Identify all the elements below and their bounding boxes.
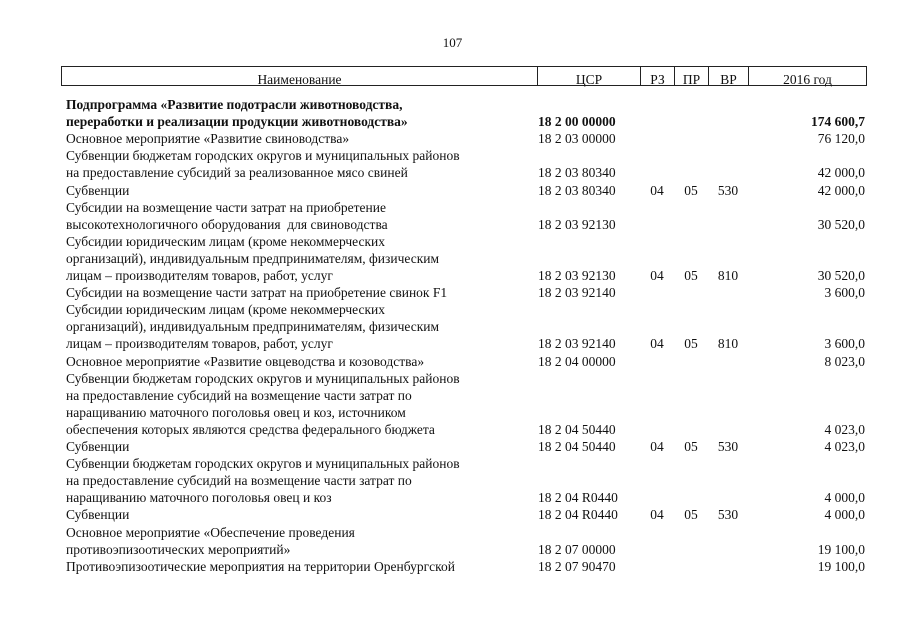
row-csr: 18 2 03 92140 <box>538 285 616 301</box>
table-row <box>0 233 905 250</box>
row-csr: 18 2 07 00000 <box>538 541 616 557</box>
row-pr: 05 <box>684 507 698 523</box>
row-amount: 8 023,0 <box>824 353 865 369</box>
row-name: переработки и реализации продукции животноводства» <box>66 114 408 130</box>
row-csr: 18 2 00 00000 <box>538 114 616 130</box>
row-amount: 19 100,0 <box>817 558 865 574</box>
row-name: лицам – производителям товаров, работ, услуг <box>66 336 333 352</box>
row-amount: 3 600,0 <box>824 285 865 301</box>
table-row <box>0 250 905 267</box>
row-name: Субвенции бюджетам городских округов и муниципальных районов <box>66 148 460 164</box>
row-name: Основное мероприятие «Развитие свиноводства» <box>66 131 350 147</box>
table-row <box>0 541 905 558</box>
row-name: Субвенции <box>66 439 130 454</box>
table-row <box>0 455 905 472</box>
row-amount: 30 520,0 <box>817 268 865 283</box>
row-csr: 18 2 03 80340 <box>538 182 616 198</box>
row-csr: 18 2 03 80340 <box>538 165 616 181</box>
row-rz: 04 <box>650 268 664 283</box>
row-csr: 18 2 04 R0440 <box>538 507 618 523</box>
table-row <box>0 558 905 575</box>
table-row <box>0 164 905 181</box>
row-name: Субвенции <box>66 182 130 198</box>
row-vr: 810 <box>717 268 739 283</box>
row-csr: 18 2 04 R0440 <box>538 490 618 506</box>
row-csr: 18 2 03 92140 <box>538 336 616 352</box>
row-name: Основное мероприятие «Развитие овцеводства и козоводства» <box>66 353 425 369</box>
row-csr: 18 2 03 92130 <box>538 268 616 283</box>
row-name: на предоставление субсидий за реализованное мясо свиней <box>66 165 408 181</box>
row-name: наращиванию маточного поголовья овец и коз <box>66 490 332 506</box>
page-number: 107 <box>442 35 463 50</box>
table-row <box>0 524 905 541</box>
row-rz: 04 <box>650 182 664 198</box>
row-name: Субвенции бюджетам городских округов и муниципальных районов <box>66 456 460 472</box>
table-row <box>0 438 905 455</box>
column-header-vr: ВР <box>709 67 749 85</box>
table-row <box>0 284 905 301</box>
table-row <box>0 216 905 233</box>
row-pr: 05 <box>684 439 698 454</box>
row-csr: 18 2 07 90470 <box>538 558 616 574</box>
row-amount: 4 000,0 <box>824 490 865 506</box>
row-rz: 04 <box>650 439 664 454</box>
table-row <box>0 506 905 523</box>
row-csr: 18 2 04 50440 <box>538 439 616 454</box>
row-rz: 04 <box>650 336 664 352</box>
row-vr: 530 <box>717 439 739 454</box>
table-row <box>0 472 905 489</box>
row-amount: 4 000,0 <box>824 507 865 523</box>
table-row <box>0 404 905 421</box>
row-name: высокотехнологичного оборудования для свиноводства <box>66 216 388 232</box>
row-amount: 4 023,0 <box>824 439 865 454</box>
table-row <box>0 182 905 199</box>
table-row <box>0 199 905 216</box>
column-header-pr: ПР <box>675 67 709 85</box>
table-row <box>0 387 905 404</box>
row-pr: 05 <box>684 182 698 198</box>
column-header-name: Наименование <box>62 67 538 85</box>
table-row <box>0 267 905 284</box>
table-row <box>0 318 905 335</box>
row-rz: 04 <box>650 507 664 523</box>
row-name: организаций), индивидуальным предпринимателям, физическим <box>66 319 440 335</box>
row-name: противоэпизоотических мероприятий» <box>66 541 291 557</box>
row-name: Противоэпизоотические мероприятия на территории Оренбургской <box>66 558 455 574</box>
row-amount: 19 100,0 <box>817 541 865 557</box>
table-row <box>0 96 905 113</box>
row-pr: 05 <box>684 336 698 352</box>
row-amount: 174 600,7 <box>811 114 865 130</box>
row-name: на предоставление субсидий на возмещение части затрат по <box>66 387 412 403</box>
table-row <box>0 353 905 370</box>
row-name: Субсидии юридическим лицам (кроме некоммерческих <box>66 233 386 249</box>
row-amount: 4 023,0 <box>824 421 865 437</box>
row-amount: 3 600,0 <box>824 336 865 352</box>
row-name: Субвенции бюджетам городских округов и муниципальных районов <box>66 370 460 386</box>
column-header-year: 2016 год <box>783 72 832 87</box>
table-row <box>0 130 905 147</box>
row-vr: 530 <box>717 507 739 523</box>
row-name: лицам – производителям товаров, работ, услуг <box>66 268 333 283</box>
row-pr: 05 <box>684 268 698 283</box>
row-amount: 42 000,0 <box>817 182 865 198</box>
table-row <box>0 489 905 506</box>
table-row <box>0 335 905 352</box>
table-row <box>0 421 905 438</box>
row-name: Основное мероприятие «Обеспечение проведения <box>66 524 355 540</box>
row-amount: 76 120,0 <box>817 131 865 147</box>
row-name: на предоставление субсидий на возмещение части затрат по <box>66 473 412 489</box>
row-name: Субвенции <box>66 507 130 523</box>
row-name: Субсидии юридическим лицам (кроме некоммерческих <box>66 302 386 318</box>
row-name: Субсидии на возмещение части затрат на приобретение <box>66 199 386 215</box>
row-name: Подпрограмма «Развитие подотрасли животноводства, <box>66 97 403 112</box>
row-csr: 18 2 04 50440 <box>538 421 616 437</box>
row-amount: 42 000,0 <box>817 165 865 181</box>
row-csr: 18 2 04 00000 <box>538 353 616 369</box>
row-name: наращиванию маточного поголовья овец и коз, источником <box>66 404 406 420</box>
table-row <box>0 147 905 164</box>
row-csr: 18 2 03 92130 <box>538 216 616 232</box>
row-amount: 30 520,0 <box>817 216 865 232</box>
column-header-rz: РЗ <box>641 67 675 85</box>
row-name: организаций), индивидуальным предпринимателям, физическим <box>66 250 440 266</box>
table-row <box>0 370 905 387</box>
table-row <box>0 113 905 130</box>
row-vr: 530 <box>717 182 739 198</box>
row-vr: 810 <box>717 336 739 352</box>
table-row <box>0 301 905 318</box>
row-name: Субсидии на возмещение части затрат на приобретение свинок F1 <box>66 285 448 301</box>
row-name: обеспечения которых являются средства федерального бюджета <box>66 421 435 437</box>
row-csr: 18 2 03 00000 <box>538 131 616 147</box>
column-header-csr: ЦСР <box>538 67 641 85</box>
